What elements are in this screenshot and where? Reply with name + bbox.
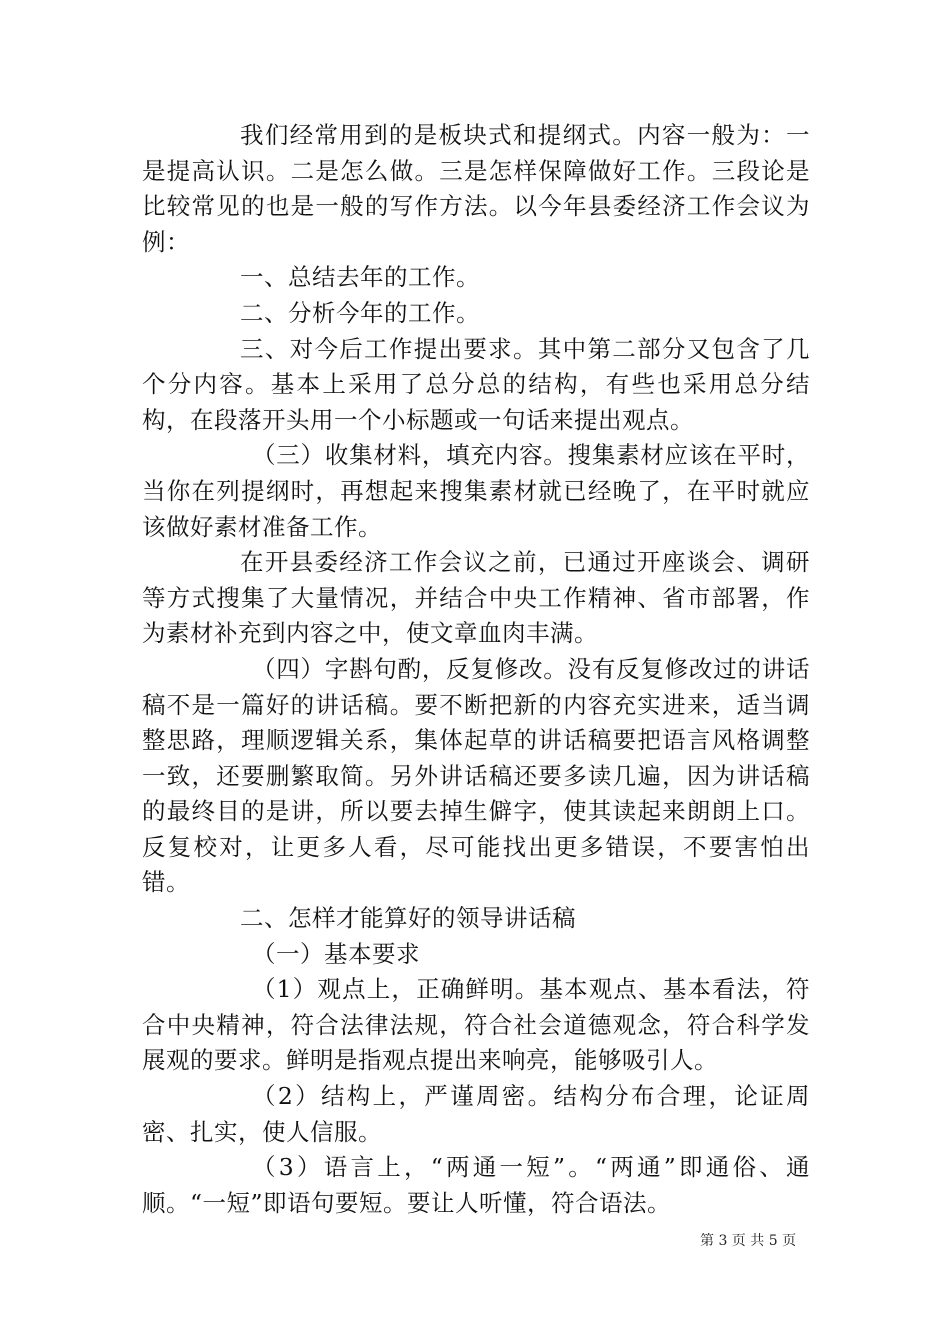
- paragraph-requirement-1: （1）观点上，正确鲜明。基本观点、基本看法，符合中央精神，符合法律法规，符合社会道德观念，符合科学发展观的要求。鲜明是指观点提出来响亮，能够吸引人。: [142, 975, 810, 1075]
- paragraph-materials: 在开县委经济工作会议之前，已通过开座谈会、调研等方式搜集了大量情况，并结合中央工作精神、省市部署，作为素材补充到内容之中，使文章血肉丰满。: [142, 548, 810, 648]
- paragraph-requirement-2: （2）结构上，严谨周密。结构分布合理，论证周密、扎实，使人信服。: [142, 1082, 810, 1146]
- paragraph-item-three: 三、对今后工作提出要求。其中第二部分又包含了几个分内容。基本上采用了总分总的结构，有些也采用总分结构，在段落开头用一个小标题或一句话来提出观点。: [142, 334, 810, 434]
- page-number-footer: 第 3 页 共 5 页: [700, 1233, 797, 1249]
- heading-part-two: 二、怎样才能算好的领导讲话稿: [240, 904, 576, 933]
- paragraph-section-4: （四）字斟句酌，反复修改。没有反复修改过的讲话稿不是一篇好的讲话稿。要不断把新的内容充实进来，适当调整思路，理顺逻辑关系，集体起草的讲话稿要把语言风格调整一致，还要删繁取简。另外讲话稿还要多读几遍，因为讲话稿的最终目的是讲，所以要去掉生僻字，使其读起来朗朗上口。反复校对，让更多人看，尽可能找出更多错误，不要害怕出错。: [142, 654, 810, 897]
- paragraph-section-3: （三）收集材料，填充内容。搜集素材应该在平时，当你在列提纲时，再想起来搜集素材就已经晚了，在平时就应该做好素材准备工作。: [142, 441, 810, 541]
- paragraph-requirement-3: （3）语言上，“两通一短”。“两通”即通俗、通顺。“一短”即语句要短。要让人听懂，符合语法。: [142, 1153, 810, 1217]
- heading-basic-requirements: （一）基本要求: [252, 939, 420, 968]
- document-body: [142, 118, 810, 1221]
- paragraph-intro: 我们经常用到的是板块式和提纲式。内容一般为：一是提高认识。二是怎么做。三是怎样保障做好工作。三段论是比较常见的也是一般的写作方法。以今年县委经济工作会议为例：: [142, 121, 810, 256]
- paragraph-item-two: 二、分析今年的工作。: [240, 298, 480, 327]
- paragraph-item-one: 一、总结去年的工作。: [240, 263, 480, 292]
